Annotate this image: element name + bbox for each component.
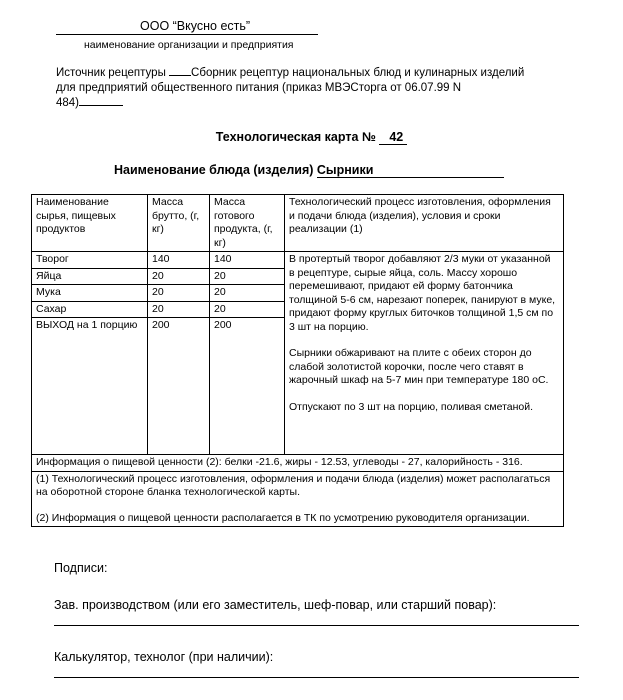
ingredient-name: Мука	[32, 285, 148, 302]
chef-signature-label: Зав. производством (или его заместитель, шеф-повар, или старший повар):	[54, 598, 497, 612]
chef-signature-line[interactable]	[54, 625, 579, 626]
source-end-blank	[79, 105, 123, 106]
ingredient-gross: 140	[148, 252, 210, 269]
ingredient-gross: 20	[148, 301, 210, 318]
ingredient-net: 140	[210, 252, 285, 269]
dish-label: Наименование блюда (изделия)	[114, 163, 317, 177]
output-label: ВЫХОД на 1 порцию	[32, 318, 148, 455]
source-line1: Сборник рецептур национальных блюд и кулинарных изделий	[191, 67, 525, 79]
ingredient-net: 20	[210, 301, 285, 318]
output-gross: 200	[148, 318, 210, 455]
ingredient-net: 20	[210, 285, 285, 302]
header-net: Масса готового продукта, (г, кг)	[210, 195, 285, 252]
dish-title	[114, 163, 504, 178]
process-cell	[285, 252, 564, 455]
header-process: Технологический процесс изготовления, оформления и подачи блюда (изделия), условия и сроки реализации (1)	[285, 195, 564, 252]
dish-name: Сырники	[316, 163, 374, 177]
ingredient-name: Сахар	[32, 301, 148, 318]
source-line3: 484)	[56, 97, 80, 109]
source-blank	[169, 75, 191, 76]
organization-name: ООО “Вкусно есть”	[140, 19, 251, 33]
organization-caption: наименование организации и предприятия	[84, 39, 294, 51]
header-ingredient: Наименование сырья, пищевых продуктов	[32, 195, 148, 252]
tech-card-table	[31, 194, 564, 527]
table-row	[32, 252, 564, 269]
card-title-prefix: Технологическая карта №	[215, 130, 380, 144]
notes-row	[32, 471, 564, 527]
notes-cell	[32, 471, 564, 527]
ingredient-name: Яйца	[32, 268, 148, 285]
ingredient-gross: 20	[148, 285, 210, 302]
technologist-signature-label: Калькулятор, технолог (при наличии):	[54, 650, 274, 664]
process-paragraph: Отпускают по 3 шт на порцию, поливая сметаной.	[289, 400, 534, 413]
recipe-source	[56, 66, 576, 111]
signatures-title: Подписи:	[54, 561, 108, 575]
organization-field	[56, 19, 318, 35]
ingredient-net: 20	[210, 268, 285, 285]
header-gross: Масса брутто, (г, кг)	[148, 195, 210, 252]
nutrition-info: Информация о пищевой ценности (2): белки -21.6, жиры - 12.53, углеводы - 27, калорийность - 316.	[32, 455, 564, 472]
note-1: (1) Технологический процесс изготовления, оформления и подачи блюда (изделия) может располагаться на оборотной стороне бланка технологической карты.	[36, 472, 551, 498]
note-2: (2) Информация о пищевой ценности располагается в ТК по усмотрению руководителя организации.	[36, 511, 530, 524]
output-net: 200	[210, 318, 285, 455]
ingredient-name: Творог	[32, 252, 148, 269]
table-header-row	[32, 195, 564, 252]
process-paragraph: Сырники обжаривают на плите с обеих сторон до слабой золотистой корочки, после чего ставят в жарочный шкаф на 5-7 мин при температуре 180 оС.	[289, 347, 549, 386]
process-paragraph: В протертый творог добавляют 2/3 муки от указанной в рецептуре, сырые яйца, соль. Массу хорошо перемешивают, придают ей форму батончика толщиной 5-6 см, нарезают поперек, панируют в муке, придают форму круглых биточков толщиной 1,5 см по 3 шт на порцию.	[289, 253, 556, 333]
card-title	[0, 130, 623, 145]
source-prefix: Источник рецептуры	[56, 67, 170, 79]
nutrition-row	[32, 455, 564, 472]
card-number: 42	[379, 130, 407, 145]
technologist-signature-line[interactable]	[54, 677, 579, 678]
ingredient-gross: 20	[148, 268, 210, 285]
source-line2: для предприятий общественного питания (приказ МВЭСторга от 06.07.99 N	[56, 82, 462, 94]
